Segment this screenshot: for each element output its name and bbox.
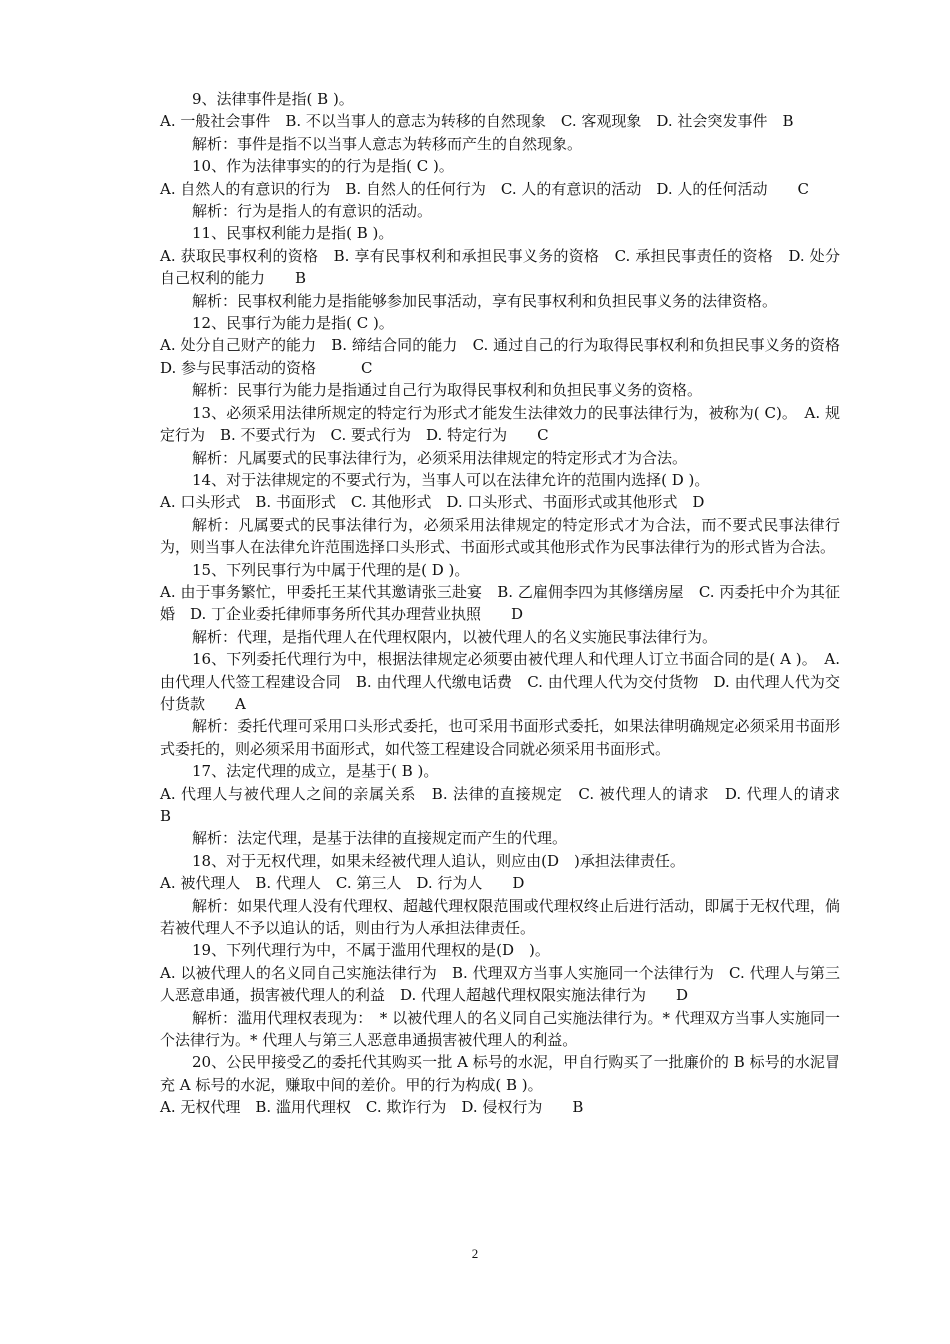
answer-options: A. 自然人的有意识的行为 B. 自然人的任何行为 C. 人的有意识的活动 D. 人的任何活动 C	[160, 179, 809, 198]
explanation: 解析：法定代理，是基于法律的直接规定而产生的代理。	[192, 829, 568, 848]
question-stem: 16、下列委托代理行为中，根据法律规定必须要由被代理人和代理人订立书面合同的是( A )。 A. 由代理人代签工程建设合同 B. 由代理人代缴电话费 C. 由代理人代为交付货物 D. 由代理人代为交付货款 A	[160, 650, 840, 713]
question-stem: 12、民事行为能力是指( C )。	[192, 314, 394, 333]
document-body	[160, 88, 871, 1119]
answer-options: A. 处分自己财产的能力 B. 缔结合同的能力 C. 通过自己的行为取得民事权利和负担民事义务的资格 D. 参与民事活动的资格 C	[160, 336, 856, 377]
answer-options: A. 口头形式 B. 书面形式 C. 其他形式 D. 口头形式、书面形式或其他形式 D	[160, 493, 705, 512]
question-stem: 13、必须采用法律所规定的特定行为形式才能发生法律效力的民事法律行为，被称为( C)。 A. 规定行为 B. 不要式行为 C. 要式行为 D. 特定行为 C	[160, 403, 840, 445]
explanation: 解析：凡属要式的民事法律行为，必须采用法律规定的特定形式才为合法，而不要式民事法律行为，则当事人在法律允许范围选择口头形式、书面形式或其他形式作为民事法律行为的形式皆为合法。	[160, 515, 840, 557]
answer-options: A. 以被代理人的名义同自己实施法律行为 B. 代理双方当事人实施同一个法律行为 C. 代理人与第三人恶意串通，损害被代理人的利益 D. 代理人超越代理权限实施法律行为 D	[160, 963, 840, 1005]
explanation: 解析：委托代理可采用口头形式委托，也可采用书面形式委托，如果法律明确规定必须采用书面形式委托的，则必须采用书面形式，如代签工程建设合同就必须采用书面形式。	[160, 717, 840, 758]
question-stem: 20、公民甲接受乙的委托代其购买一批 A 标号的水泥，甲自行购买了一批廉价的 B 标号的水泥冒充 A 标号的水泥，赚取中间的差价。甲的行为构成( B )。	[160, 1053, 840, 1094]
explanation: 解析：民事行为能力是指通过自己行为取得民事权利和负担民事义务的资格。	[192, 381, 703, 400]
question-stem: 17、法定代理的成立，是基于( B )。	[192, 762, 439, 781]
explanation: 解析：民事权利能力是指能够参加民事活动，享有民事权利和负担民事义务的法律资格。	[192, 291, 778, 310]
question-stem: 18、对于无权代理，如果未经被代理人追认，则应由(D )承担法律责任。	[192, 851, 685, 870]
answer-options: A. 被代理人 B. 代理人 C. 第三人 D. 行为人 D	[160, 874, 525, 893]
explanation: 解析：滥用代理权表现为： * 以被代理人的名义同自己实施法律行为。* 代理双方当事人实施同一个法律行为。* 代理人与第三人恶意串通损害被代理人的利益。	[160, 1008, 840, 1050]
explanation: 解析：凡属要式的民事法律行为，必须采用法律规定的特定形式才为合法。	[192, 448, 688, 467]
answer-options: A. 代理人与被代理人之间的亲属关系 B. 法律的直接规定 C. 被代理人的请求 D. 代理人的请求 B	[160, 784, 871, 825]
question-stem: 19、下列代理行为中，不属于滥用代理权的是(D )。	[192, 941, 550, 960]
explanation: 解析：事件是指不以当事人意志为转移而产生的自然现象。	[192, 134, 583, 153]
question-stem: 11、民事权利能力是指( B )。	[192, 224, 394, 243]
answer-options: A. 获取民事权利的资格 B. 享有民事权利和承担民事义务的资格 C. 承担民事责任的资格 D. 处分自己权利的能力 B	[160, 246, 840, 288]
question-stem: 14、对于法律规定的不要式行为，当事人可以在法律允许的范围内选择( D )。	[192, 470, 710, 489]
explanation: 解析：代理，是指代理人在代理权限内，以被代理人的名义实施民事法律行为。	[192, 627, 718, 646]
question-stem: 10、作为法律事实的的行为是指( C )。	[192, 157, 454, 176]
question-stem: 15、下列民事行为中属于代理的是( D )。	[192, 560, 470, 579]
question-stem: 9、法律事件是指( B )。	[192, 90, 354, 108]
answer-options: A. 无权代理 B. 滥用代理权 C. 欺诈行为 D. 侵权行为 B	[160, 1098, 584, 1117]
explanation: 解析：行为是指人的有意识的活动。	[192, 202, 433, 221]
page-number: 2	[471, 1246, 479, 1261]
answer-options: A. 一般社会事件 B. 不以当事人的意志为转移的自然现象 C. 客观现象 D. 社会突发事件 B	[160, 112, 794, 131]
explanation: 解析：如果代理人没有代理权、超越代理权限范围或代理权终止后进行活动，即属于无权代理，倘若被代理人不予以追认的话，则由行为人承担法律责任。	[160, 896, 840, 938]
answer-options: A. 由于事务繁忙，甲委托王某代其邀请张三赴宴 B. 乙雇佣李四为其修缮房屋 C. 丙委托中介为其征婚 D. 丁企业委托律师事务所代其办理营业执照 D	[160, 582, 840, 624]
